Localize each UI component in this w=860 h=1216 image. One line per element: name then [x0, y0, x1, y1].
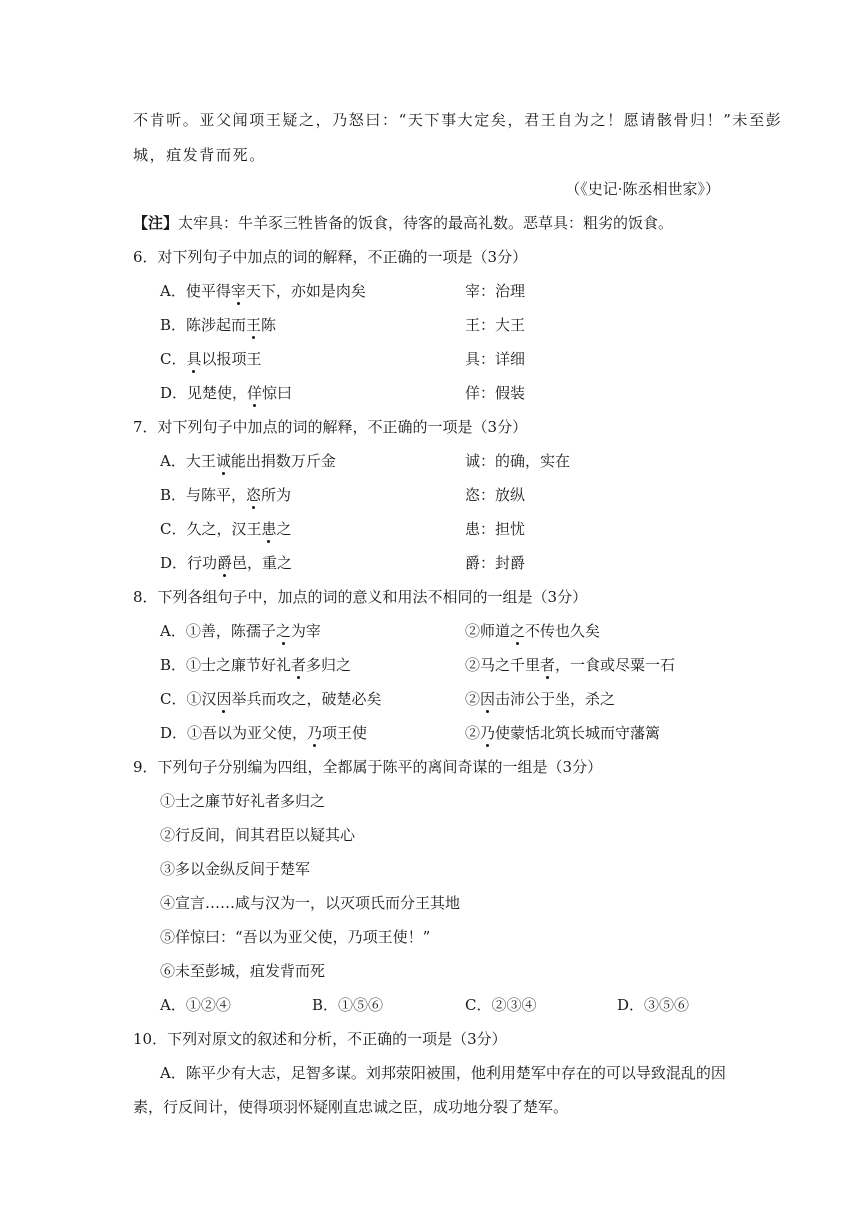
option-sentence: B．与陈平，恣所为	[160, 486, 292, 504]
option-explanation: 诚：的确，实在	[465, 452, 571, 470]
answer-choice: B．①⑤⑥	[312, 996, 384, 1014]
dotted-word: 具	[186, 350, 202, 368]
dotted-word: 王	[246, 316, 262, 334]
option-sentence: A．①善，陈孺子之为宰	[160, 622, 321, 640]
note-tag: 【注】	[133, 214, 179, 232]
answer-choice: C．②③④	[465, 996, 537, 1014]
option-sentence: ②师道之不传也久矣	[465, 622, 601, 640]
question-stem: 9．下列句子分别编为四组，全都属于陈平的离间奇谋的一组是（3分）	[133, 758, 603, 776]
option-sentence: ②因击沛公于坐，杀之	[465, 690, 616, 708]
dotted-word: 乃	[480, 724, 496, 742]
source-citation: （《史记·陈丞相世家》）	[565, 180, 720, 198]
passage-line: 城，疽发背而死。	[133, 146, 266, 164]
list-item: ④宣言……咸与汉为一，以灭项氏而分王其地	[160, 894, 461, 912]
option-sentence: ②马之千里者，一食或尽粟一石	[465, 656, 676, 674]
option-paragraph: A．陈平少有大志，足智多谋。刘邦荥阳被围，他利用楚军中存在的可以导致混乱的因	[160, 1064, 726, 1082]
question-stem: 8．下列各组句子中，加点的词的意义和用法不相同的一组是（3分）	[133, 588, 588, 606]
option-sentence: A．使平得宰天下，亦如是肉矣	[160, 282, 366, 300]
list-item: ②行反间，间其君臣以疑其心	[160, 826, 356, 844]
dotted-word: 因	[480, 690, 496, 708]
dotted-word: 宰	[230, 282, 246, 300]
option-explanation: 爵：封爵	[465, 554, 526, 572]
option-explanation: 恣：放纵	[465, 486, 526, 504]
note-text: 太牢具：牛羊豕三牲皆备的饭食，待客的最高礼数。恶草具：粗劣的饭食。	[178, 214, 674, 232]
option-explanation: 佯：假装	[465, 384, 526, 402]
option-paragraph: 素，行反间计，使得项羽怀疑刚直忠诚之臣，成功地分裂了楚军。	[133, 1098, 569, 1116]
option-sentence: B．①士之廉节好礼者多归之	[160, 656, 352, 674]
question-stem: 6．对下列句子中加点的词的解释，不正确的一项是（3分）	[133, 248, 528, 266]
option-explanation: 宰：治理	[465, 282, 526, 300]
option-sentence: C．久之，汉王患之	[160, 520, 292, 538]
dotted-word: 者	[540, 656, 556, 674]
option-sentence: C．①汉因举兵而攻之，破楚必矣	[160, 690, 382, 708]
dotted-word: 因	[216, 690, 232, 708]
dotted-word: 患	[261, 520, 277, 538]
answer-choice: A．①②④	[160, 996, 231, 1014]
list-item: ⑥未至彭城，疽发背而死	[160, 962, 326, 980]
option-sentence: ②乃使蒙恬北筑长城而守藩篱	[465, 724, 661, 742]
dotted-word: 佯	[247, 384, 263, 402]
annotation-note	[133, 213, 673, 233]
answer-choice: D．③⑤⑥	[617, 996, 690, 1014]
option-sentence: D．①吾以为亚父使，乃项王使	[160, 724, 368, 742]
option-sentence: C．具以报项王	[160, 350, 262, 368]
question-stem: 10．下列对原文的叙述和分析，不正确的一项是（3分）	[133, 1030, 507, 1048]
dotted-word: 之	[510, 622, 526, 640]
option-sentence: B．陈涉起而王陈	[160, 316, 277, 334]
passage-line: 不肯听。亚父闻项王疑之，乃怒曰：“天下事大定矣，君王自为之！愿请骸骨归！”未至彭	[133, 111, 783, 129]
option-explanation: 具：详细	[465, 350, 526, 368]
option-sentence: A．大王诚能出捐数万斤金	[160, 452, 336, 470]
option-sentence: D．见楚使，佯惊曰	[160, 384, 293, 402]
option-sentence: D．行功爵邑，重之	[160, 554, 293, 572]
dotted-word: 者	[291, 656, 307, 674]
question-stem: 7．对下列句子中加点的词的解释，不正确的一项是（3分）	[133, 418, 528, 436]
option-explanation: 患：担忧	[465, 520, 526, 538]
option-explanation: 王：大王	[465, 316, 526, 334]
dotted-word: 之	[275, 622, 291, 640]
list-item: ③多以金纵反间于楚军	[160, 860, 311, 878]
dotted-word: 乃	[307, 724, 323, 742]
list-item: ⑤佯惊曰：“吾以为亚父使，乃项王使！”	[160, 928, 431, 946]
list-item: ①士之廉节好礼者多归之	[160, 792, 326, 810]
dotted-word: 恣	[246, 486, 262, 504]
dotted-word: 诚	[215, 452, 231, 470]
dotted-word: 爵	[217, 554, 233, 572]
